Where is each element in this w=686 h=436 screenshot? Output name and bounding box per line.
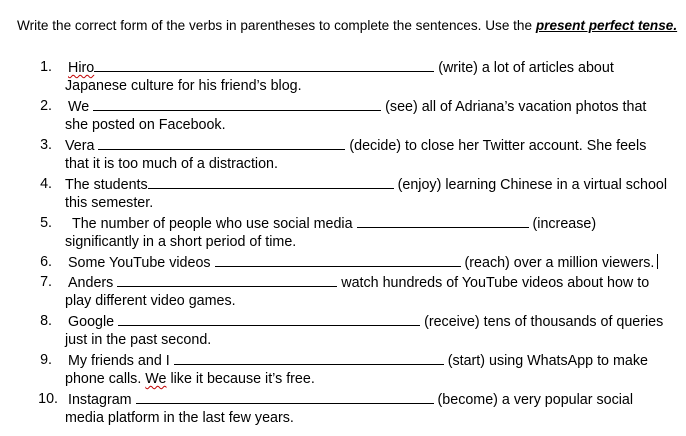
item-continuation-part: We <box>145 371 167 387</box>
item-after: (decide) to close her Twitter account. She feels <box>349 138 647 154</box>
item-continuation: this semester. <box>65 195 154 211</box>
instructions-text: Write the correct form of the verbs in parentheses to complete the sentences. Use the <box>17 18 536 33</box>
item-start: Hiro <box>68 60 95 76</box>
item-after: (reach) over a million viewers. <box>464 255 655 271</box>
item-start: Vera <box>65 138 95 154</box>
answer-blank-5[interactable] <box>357 214 529 228</box>
answer-blank-4[interactable] <box>148 175 394 189</box>
item-after: (enjoy) learning Chinese in a virtual school <box>397 177 668 193</box>
item-start: Some YouTube videos <box>68 255 211 271</box>
answer-blank-2[interactable] <box>93 97 381 111</box>
item-number: 10. <box>38 391 58 407</box>
item-number: 7. <box>40 274 52 290</box>
item-number: 5. <box>40 215 52 231</box>
item-continuation: just in the past second. <box>65 332 212 348</box>
item-start: The number of people who use social media <box>72 216 353 232</box>
item-start: My friends and I <box>68 353 170 369</box>
item-4 <box>65 175 667 194</box>
item-after: (start) using WhatsApp to make <box>447 353 648 369</box>
item-6 <box>68 253 658 272</box>
item-start: Instagram <box>68 392 132 408</box>
item-start: Google <box>68 314 115 330</box>
item-10 <box>68 390 633 409</box>
item-3 <box>65 136 646 155</box>
text-cursor <box>657 254 658 269</box>
item-2 <box>68 97 646 116</box>
answer-blank-6[interactable] <box>215 253 461 267</box>
item-number: 2. <box>40 98 52 114</box>
item-9 <box>68 351 648 370</box>
item-continuation-part: like it because it’s free. <box>166 371 315 387</box>
item-start: The students <box>65 177 148 193</box>
item-after: (increase) <box>532 216 597 232</box>
item-start: Anders <box>68 275 114 291</box>
item-continuation <box>65 370 315 388</box>
answer-blank-3[interactable] <box>98 136 345 150</box>
item-continuation: play different video games. <box>65 293 236 309</box>
item-after: (become) a very popular social <box>437 392 634 408</box>
item-number: 8. <box>40 313 52 329</box>
answer-blank-9[interactable] <box>174 351 444 365</box>
answer-blank-8[interactable] <box>118 312 420 326</box>
item-number: 6. <box>40 254 52 270</box>
item-continuation: she posted on Facebook. <box>65 117 226 133</box>
item-after: (write) a lot of articles about <box>438 60 614 76</box>
instructions-emphasis: present perfect tense. <box>535 18 678 33</box>
answer-blank-7[interactable] <box>117 273 337 287</box>
item-continuation: media platform in the last few years. <box>65 410 294 426</box>
instructions <box>17 18 677 33</box>
item-continuation: Japanese culture for his friend’s blog. <box>65 78 302 94</box>
item-number: 1. <box>40 59 52 75</box>
item-continuation: significantly in a short period of time. <box>65 234 297 250</box>
item-number: 3. <box>40 137 52 153</box>
item-1 <box>68 58 614 77</box>
item-after: (receive) tens of thousands of queries <box>424 314 664 330</box>
answer-blank-10[interactable] <box>136 390 434 404</box>
item-8 <box>68 312 663 331</box>
item-7 <box>68 273 649 292</box>
item-continuation-part: phone calls. <box>65 371 146 387</box>
item-5 <box>72 214 596 233</box>
item-continuation: that it is too much of a distraction. <box>65 156 278 172</box>
item-number: 4. <box>40 176 52 192</box>
item-after: watch hundreds of YouTube videos about how to <box>341 275 650 291</box>
item-after: (see) all of Adriana’s vacation photos that <box>385 99 647 115</box>
answer-blank-1[interactable] <box>94 58 434 72</box>
item-number: 9. <box>40 352 52 368</box>
item-start: We <box>68 99 90 115</box>
